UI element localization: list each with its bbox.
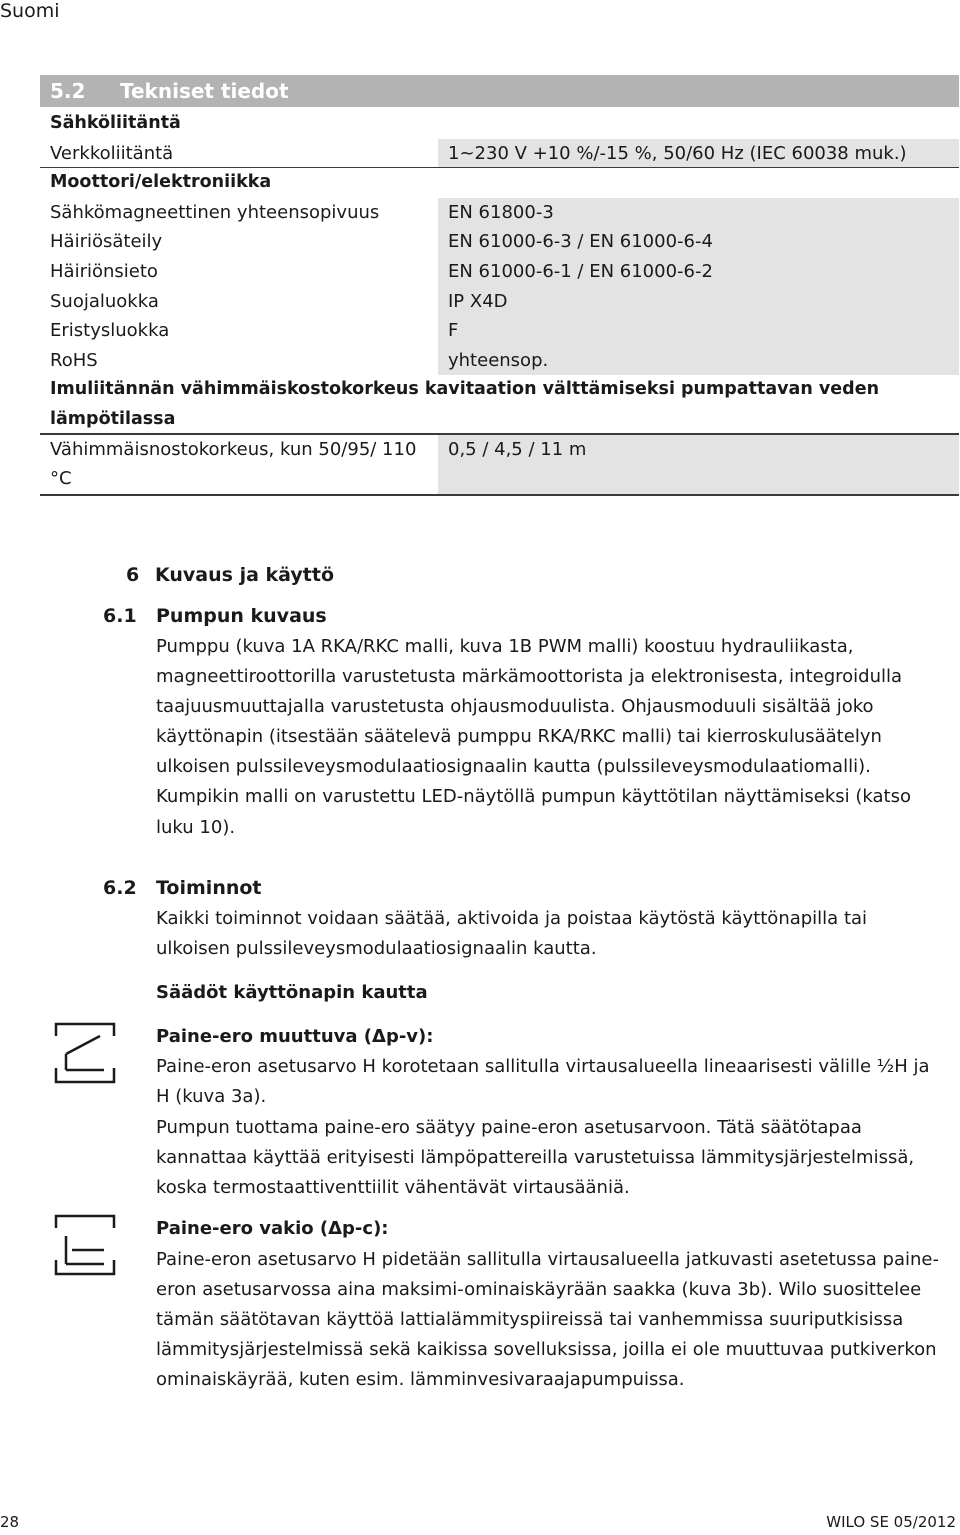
- table-row: [40, 316, 959, 346]
- page-number: 28: [0, 1513, 20, 1531]
- row-label: Häiriösäteily: [50, 231, 163, 253]
- subsection-title: Toiminnot: [156, 877, 262, 899]
- row-label: Sähkömagneettinen yhteensopivuus: [50, 201, 380, 223]
- chapter-heading: [126, 562, 334, 588]
- subsection-heading: [103, 875, 943, 901]
- section-label: Sähköliitäntä: [50, 113, 181, 133]
- subsection-number: 6.2: [103, 877, 137, 899]
- delta-p-constant-icon: [54, 1214, 118, 1276]
- table-row: [40, 346, 959, 376]
- subsection-number: 6.1: [103, 605, 137, 627]
- mode-title-pc: Paine-ero vakio (Δp-c):: [156, 1218, 389, 1239]
- row-value: IP X4D: [438, 287, 959, 317]
- row-label: Suojaluokka: [50, 290, 159, 312]
- subsection-6-2: [103, 875, 943, 901]
- delta-p-variable-icon: [54, 1022, 118, 1084]
- row-label: Vähimmäisnostokorkeus, kun 50/95/ 110 °C: [50, 438, 417, 490]
- footer-brand: WILO SE 05/2012: [826, 1513, 956, 1531]
- section-label: Imuliitännän vähimmäiskostokorkeus kavitaation välttämiseksi pumpattavan veden lämpötilassa: [50, 379, 880, 429]
- paragraph: Pumppu (kuva 1A RKA/RKC malli, kuva 1B PWM malli) koostuu hydrauliikasta, magneettiroottorilla varustetusta märkämoottorista ja elektronisesta, integroidulla taajuusmuuttajalla varustetusta ohjausmoduulista. Ohjausmoduuli sisältää joko käyttönapin (itsestään säätelevä pumppu RKA/RKC malli) tai kierroskulusäätelyn ulkoisen pulssileveysmodulaatiosignaalin kautta (pulssileveysmodulaatiomalli). Kumpikin malli on varustettu LED-näytöllä pumpun käyttötilan näyttämiseksi (katso luku 10).: [156, 636, 912, 838]
- table-section-row: [40, 375, 959, 434]
- table-row: [40, 287, 959, 317]
- section-number: 5.2: [50, 79, 86, 103]
- table-row: [40, 227, 959, 257]
- language-label: Suomi: [0, 0, 60, 22]
- row-value: yhteensop.: [438, 346, 959, 376]
- subheading: Säädöt käyttönapin kautta: [156, 982, 428, 1003]
- paragraph: Pumpun tuottama paine-ero säätyy paine-eron asetusarvoon. Tätä säätötapaa kannattaa käyttää erityisesti lämpöpattereilla varustetuissa lämmitysjärjestelmissä, koska termostaattiventtiilit vähentävät virtausääniä.: [156, 1117, 915, 1199]
- row-value: EN 61000-6-1 / EN 61000-6-2: [438, 257, 959, 287]
- subsection-6-1: [103, 603, 943, 629]
- row-label: RoHS: [50, 349, 98, 371]
- row-value: F: [438, 316, 959, 346]
- paragraph: Paine-eron asetusarvo H korotetaan sallitulla virtausalueella lineaarisesti välille ½H ja H (kuva 3a).: [156, 1056, 930, 1108]
- row-value: EN 61800-3: [438, 198, 959, 228]
- technical-data-table: [40, 75, 959, 496]
- row-label: Eristysluokka: [50, 320, 170, 342]
- section-label: Moottori/elektroniikka: [50, 172, 272, 193]
- table-row: [40, 435, 959, 496]
- table-section-row: [40, 168, 959, 198]
- subsection-title: Pumpun kuvaus: [156, 605, 327, 627]
- section-title: Tekniset tiedot: [120, 79, 289, 103]
- subsection-heading: [103, 603, 943, 629]
- table-section-row: [40, 109, 959, 139]
- table-header: [40, 75, 959, 107]
- row-value: 1~230 V +10 %/-15 %, 50/60 Hz (IEC 60038 muk.): [438, 139, 959, 169]
- paragraph: Kaikki toiminnot voidaan säätää, aktivoida ja poistaa käytöstä käyttönapilla tai ulkoisen pulssileveysmodulaatiosignaalin kautta.: [156, 908, 868, 960]
- row-label: Häiriönsieto: [50, 260, 158, 282]
- table-row: [40, 198, 959, 228]
- table-row: [40, 257, 959, 287]
- chapter-number: 6: [126, 564, 140, 586]
- row-value: 0,5 / 4,5 / 11 m: [438, 435, 959, 496]
- table-row: [40, 139, 959, 169]
- row-label: Verkkoliitäntä: [50, 142, 174, 164]
- chapter-title: Kuvaus ja käyttö: [155, 564, 334, 586]
- row-value: EN 61000-6-3 / EN 61000-6-4: [438, 227, 959, 257]
- mode-title-pv: Paine-ero muuttuva (Δp-v):: [156, 1026, 434, 1047]
- paragraph: Paine-eron asetusarvo H pidetään sallitulla virtausalueella jatkuvasti asetetussa paine-eron asetusarvossa aina maksimi-ominaiskäyrään saakka (kuva 3b). Wilo suosittelee tämän säätötavan käyttöä lattialämmityspiireissä tai vanhemmissa suuriputkisissa lämmitysjärjestelmissä sekä kaikissa sovelluksissa, joilla ei ole muuttuvaa putkiverkon ominaiskäyrää, kuten esim. lämminvesivaraajapumpuissa.: [156, 1249, 939, 1391]
